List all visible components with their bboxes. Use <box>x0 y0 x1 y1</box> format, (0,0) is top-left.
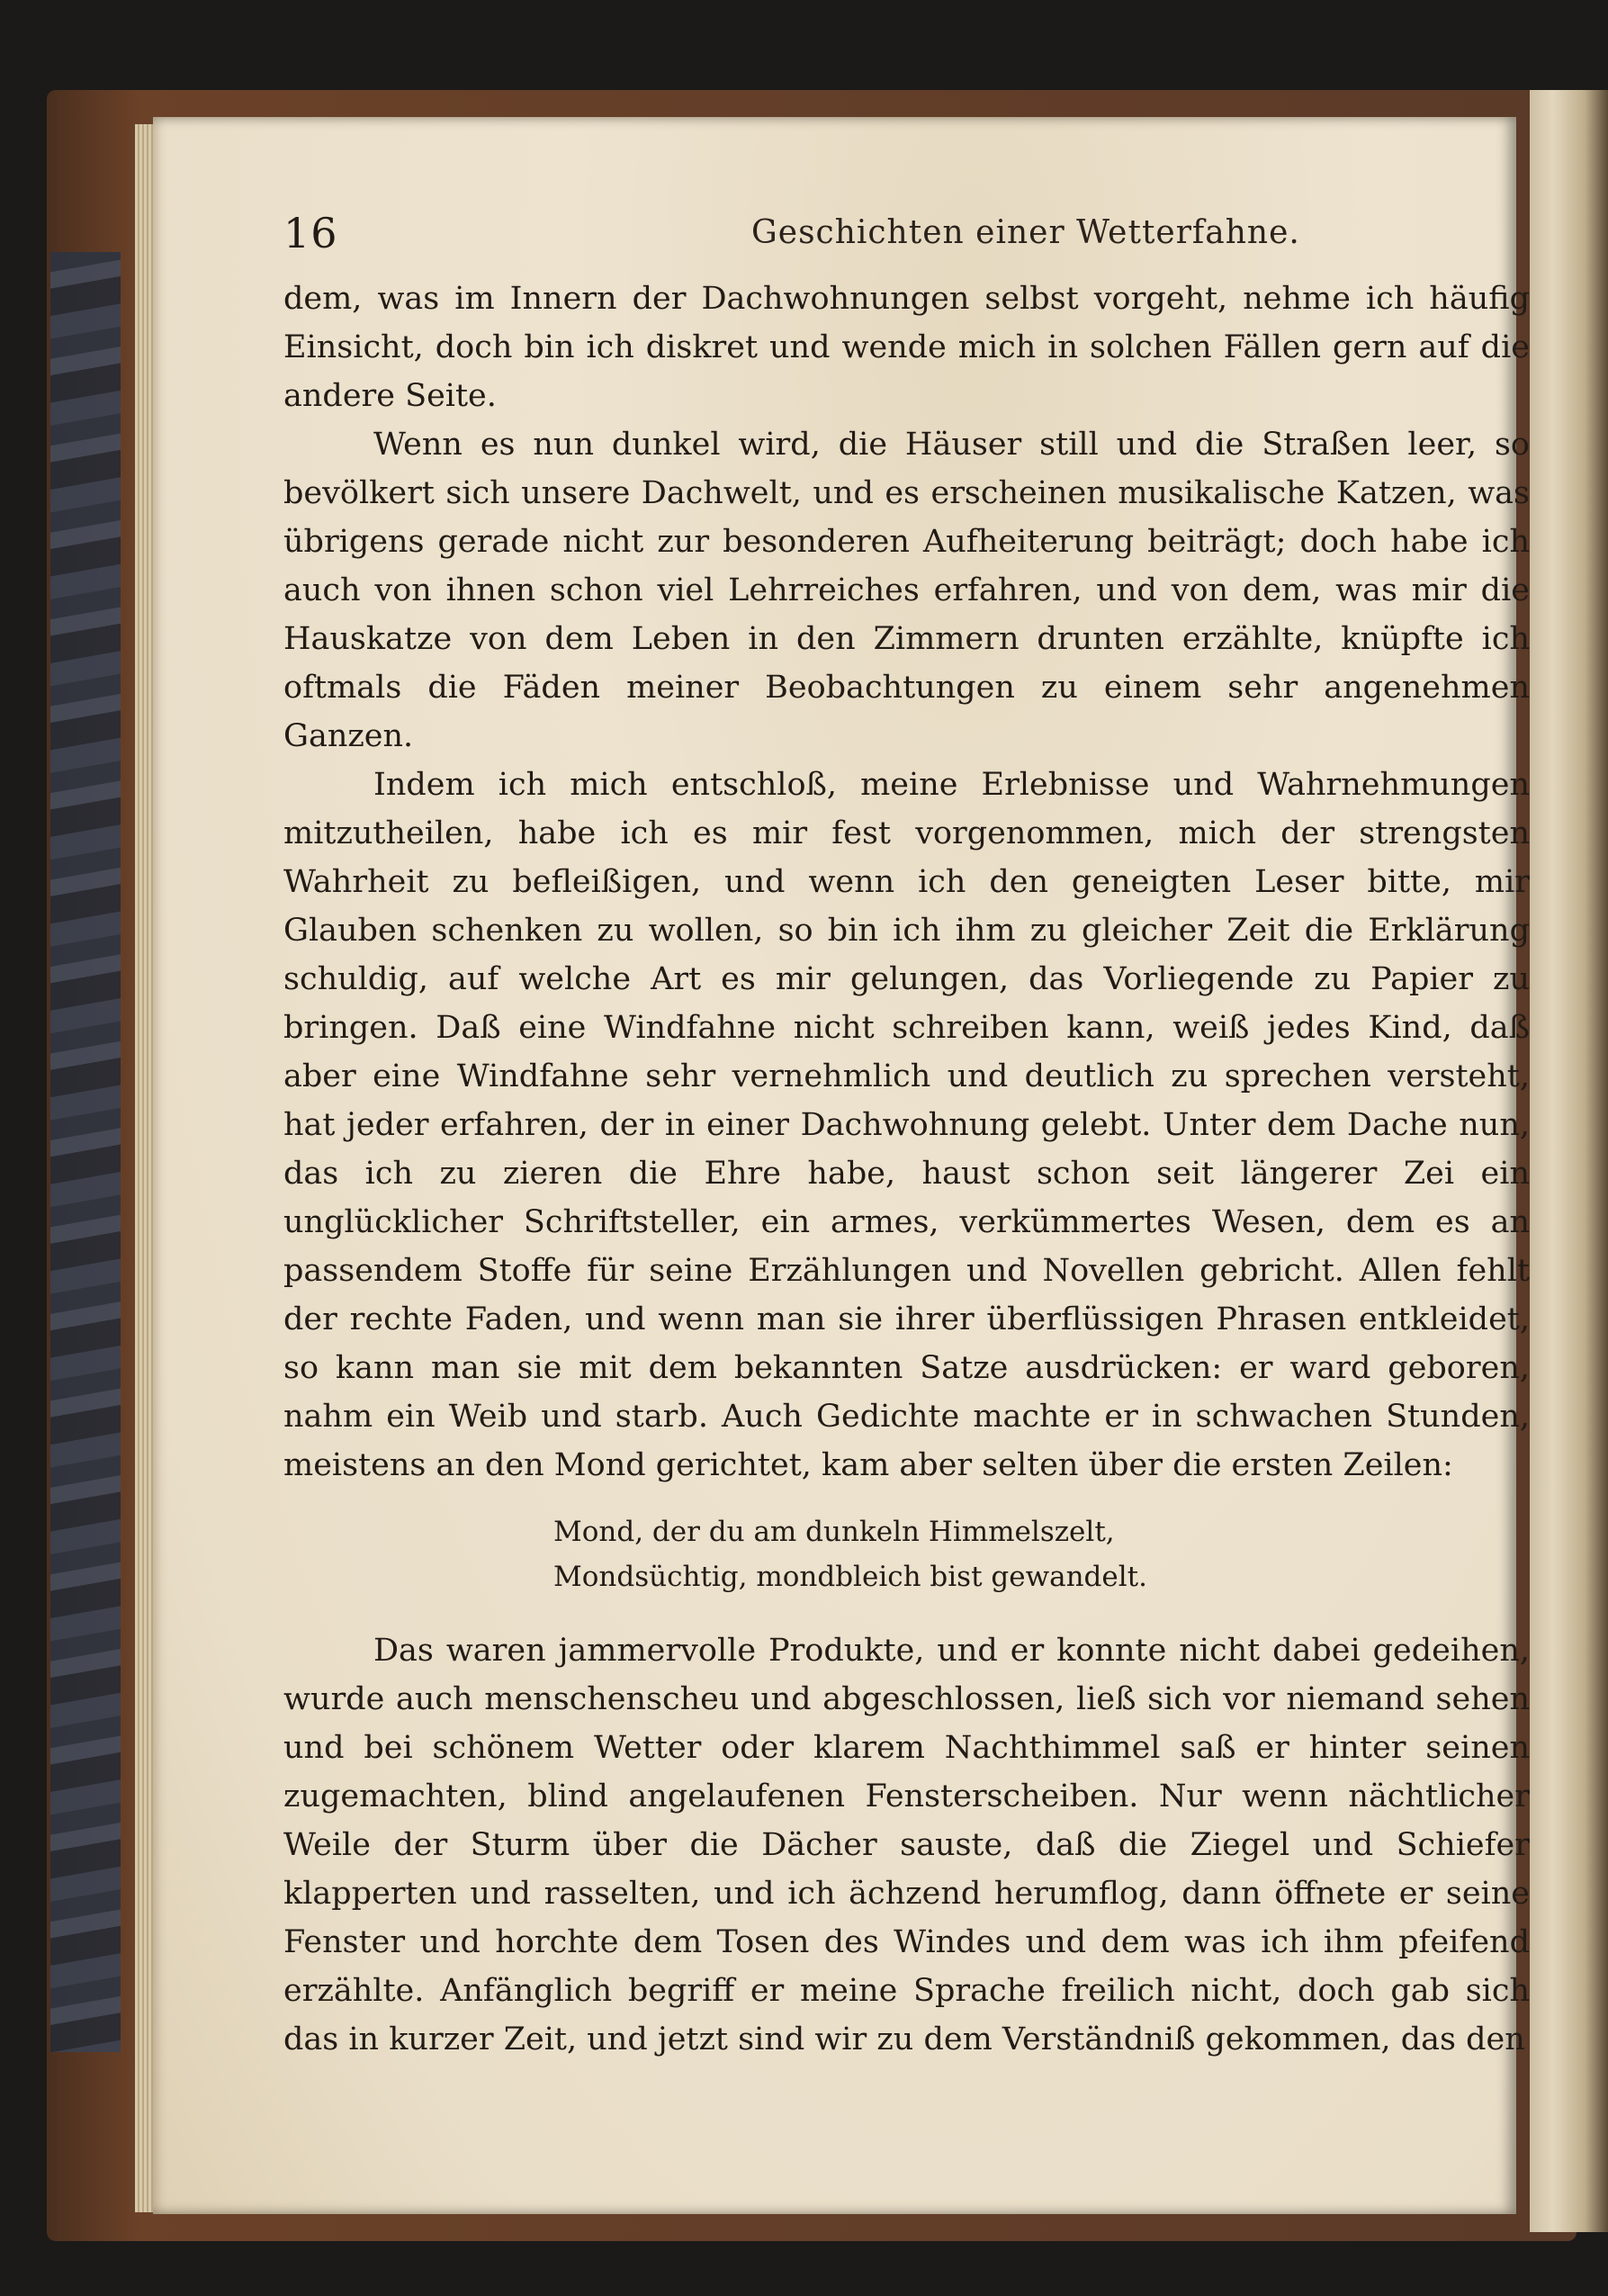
poem-quote <box>283 1509 1530 1599</box>
page-stack-edge <box>1530 90 1608 2232</box>
paragraph-4: Das waren jammervolle Produkte, und er konnte nicht dabei gedeihen, wurde auch menschenscheu und abgeschlossen, ließ sich vor niemand sehen und bei schönem Wetter oder klarem Nachthimmel saß er hinter seinen zugemachten, blind angelaufenen Fensterscheiben. Nur wenn nächtlicher Weile der Sturm über die Dächer sauste, daß die Ziegel und Schiefer klapperten und rasselten, und ich ächzend herumflog, dann öffnete er seine Fenster und horchte dem Tosen des Windes und dem was ich ihm pfeifend erzählte. Anfänglich begriff er meine Sprache freilich nicht, doch gab sich das in kurzer Zeit, und jetzt sind wir zu dem Verständniß gekommen, das den <box>283 1633 1530 2057</box>
poem-line-1: Mond, der du am dunkeln Himmelszelt, <box>553 1516 1115 1548</box>
page-header <box>283 209 1525 263</box>
left-page-edges <box>135 124 155 2212</box>
running-title: Geschichten einer Wetterfahne. <box>751 214 1300 251</box>
body-text <box>283 275 1530 2064</box>
paragraph-2: Wenn es nun dunkel wird, die Häuser still und die Straßen leer, so bevölkert sich unsere Dachwelt, und es erscheinen musikalische Katzen, was übrigens gerade nicht zur besonderen Aufheiterung beiträgt; doch habe ich auch von ihnen schon viel Lehrreiches erfahren, und von dem, was mir die Hauskatze von dem Leben in den Zimmern drunten erzählte, knüpfte ich oftmals die Fäden meiner Beobachtungen zu einem sehr angenehmen Ganzen. <box>283 427 1530 754</box>
page-number: 16 <box>283 209 338 257</box>
paragraph-1: dem, was im Innern der Dachwohnungen selbst vorgeht, nehme ich häufig Einsicht, doch bin ich diskret und wende mich in solchen Fällen gern auf die andere Seite. <box>283 281 1530 414</box>
paragraph-3: Indem ich mich entschloß, meine Erlebnisse und Wahrnehmungen mitzutheilen, habe ich es mir fest vorgenommen, mich der strengsten Wahrheit zu befleißigen, und wenn ich den geneigten Leser bitte, mir Glauben schenken zu wollen, so bin ich ihm zu gleicher Zeit die Erklärung schuldig, auf welche Art es mir gelungen, das Vorliegende zu Papier zu bringen. Daß eine Windfahne nicht schreiben kann, weiß jedes Kind, daß aber eine Windfahne sehr vernehmlich und deutlich zu sprechen versteht, hat jeder erfahren, der in einer Dachwohnung gelebt. Unter dem Dache nun, das ich zu zieren die Ehre habe, haust schon seit längerer Zei ein unglücklicher Schriftsteller, ein armes, verkümmertes Wesen, dem es an passendem Stoffe für seine Erzählungen und Novellen gebricht. Allen fehlt der rechte Faden, und wenn man sie ihrer überflüssigen Phrasen entkleidet, so kann man sie mit dem bekannten Satze ausdrücken: er ward geboren, nahm ein Weib und starb. Auch Gedichte machte er in schwachen Stunden, meistens an den Mond gerichtet, kam aber selten über die ersten Zeilen: <box>283 767 1530 1483</box>
marbled-board <box>50 252 121 2052</box>
book-page <box>153 117 1530 2214</box>
poem-line-2: Mondsüchtig, mondbleich bist gewandelt. <box>553 1561 1147 1593</box>
